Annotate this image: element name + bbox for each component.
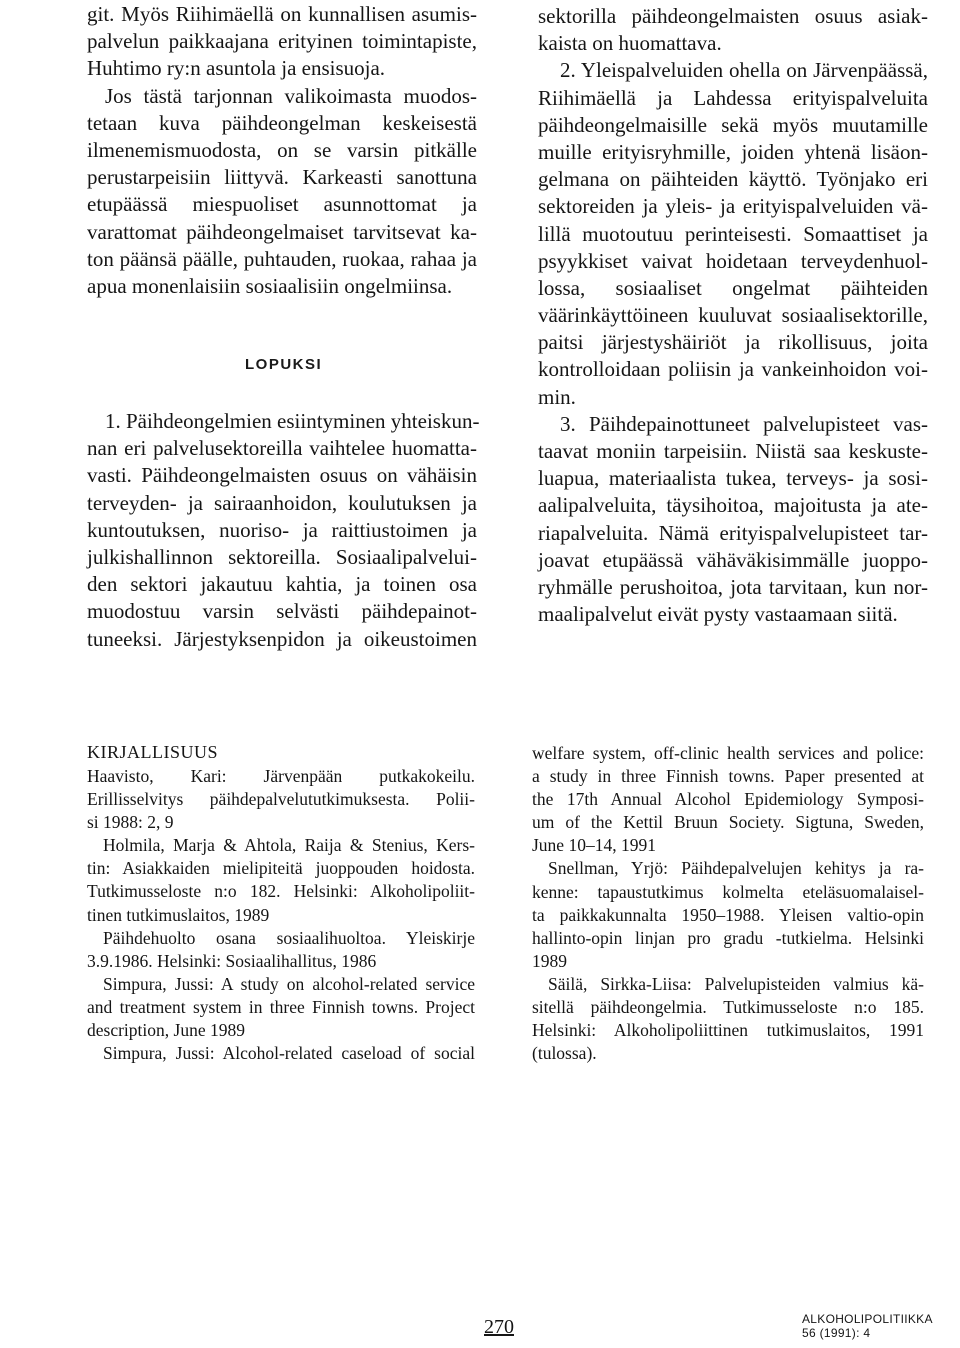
text-line: maalipalvelut eivät pysty vastaamaan siitä. xyxy=(538,602,898,627)
text-line: ton päänsä päälle, puhtauden, ruokaa, rahaa ja xyxy=(87,246,477,271)
reference-line: tin: Asiakkaiden mielipiteitä juoppouden hoidosta. xyxy=(87,858,475,879)
text-line: luapua, materiaalista tukea, terveys- ja sosi- xyxy=(538,466,928,491)
reference-line: hallinto-opin linjan pro gradu -tutkielma. Helsinki xyxy=(532,927,924,948)
references-right xyxy=(532,742,924,1065)
right-paragraph-1 xyxy=(538,3,928,57)
journal-issue: 56 (1991): 4 xyxy=(802,1326,871,1340)
reference-line: description, June 1989 xyxy=(87,1020,245,1041)
left-paragraph-1 xyxy=(87,1,477,83)
text-line: lossa, sosiaaliset ongelmat päihteiden xyxy=(538,275,928,300)
left-paragraph-2 xyxy=(87,83,477,301)
text-line: nan eri palvelusektoreilla vaihtelee huomatta- xyxy=(87,436,477,461)
reference-line: si 1988: 2, 9 xyxy=(87,812,174,833)
left-column xyxy=(87,1,477,300)
text-line: tuneeksi. Järjestyksenpidon ja oikeustoimen xyxy=(87,626,477,651)
text-line: kontrolloidaan poliisin ja vankeinhoidon voi- xyxy=(538,357,928,382)
text-line: 2. Yleispalveluiden ohella on Järvenpäässä, xyxy=(560,58,928,83)
text-line: sektorilla päihdeongelmaisten osuus asiak- xyxy=(538,4,928,28)
references-heading: KIRJALLISUUS xyxy=(87,742,219,762)
reference-line: 1989 xyxy=(532,950,567,971)
reference-line: Säilä, Sirkka-Liisa: Palvelupisteiden valmius kä- xyxy=(548,973,924,994)
text-line: riapalveluita. Nämä erityispalvelupisteet tar- xyxy=(538,520,928,545)
reference-line: Snellman, Yrjö: Päihdepalvelujen kehitys ja ra- xyxy=(548,858,924,879)
text-line: lillä muotoutuu perinteisesti. Somaattiset ja xyxy=(538,221,928,246)
text-line: perustarpeisiin liittyvä. Karkeasti sanottuna xyxy=(87,165,477,190)
text-line: gelmana on päihteiden käyttö. Työnjako eri xyxy=(538,167,928,192)
reference-line: Tutkimusseloste n:o 182. Helsinki: Alkoholipoliit- xyxy=(87,881,475,902)
text-line: julkishallinnon sektoreilla. Sosiaalipalvelui- xyxy=(87,544,477,569)
left-column-lower xyxy=(87,408,480,653)
references-left xyxy=(87,765,475,1065)
reference-line: June 10–14, 1991 xyxy=(532,835,656,856)
text-line: aalipalveluita, täysihoitoa, majoitusta ja ate- xyxy=(538,493,928,518)
text-line: väärinkäyttöineen kuuluvat sosiaalisektorille, xyxy=(538,303,928,328)
text-line: joavat etupäässä vähäväkisimmälle juoppo- xyxy=(538,547,928,572)
text-line: muille erityisryhmille, joiden yhtenä lisäon- xyxy=(538,139,928,164)
text-line: muodostuu varsin selvästi päihdepainot- xyxy=(87,599,477,624)
reference-line: Helsinki: Alkoholipoliittinen tutkimuslaitos, 1991 xyxy=(532,1020,924,1041)
reference-line: 3.9.1986. Helsinki: Sosiaalihallitus, 1986 xyxy=(87,950,377,971)
journal-citation xyxy=(802,1312,933,1340)
text-line: terveyden- ja sairaanhoidon, koulutuksen ja xyxy=(87,490,477,515)
reference-line: Erillisselvitys päihdepalvelututkimuksesta. Polii- xyxy=(87,789,475,810)
text-line: git. Myös Riihimäellä on kunnallisen asumis- xyxy=(87,2,477,26)
section-heading-lopuksi: LOPUKSI xyxy=(245,356,323,373)
text-line: Riihimäellä ja Lahdessa erityispalveluita xyxy=(538,85,928,110)
text-line: apua monenlaisiin sosiaalisiin ongelmiinsa. xyxy=(87,273,453,298)
reference-line: Simpura, Jussi: A study on alcohol-related service xyxy=(103,973,475,994)
text-line: palvelun paikkaajana erityinen toimintapiste, xyxy=(87,29,477,54)
reference-line: sitellä päihdeongelmia. Tutkimusseloste n:o 185. xyxy=(532,997,924,1018)
reference-line: and treatment system in three Finnish towns. Project xyxy=(87,996,475,1017)
page-number: 270 xyxy=(484,1316,514,1338)
right-paragraph-3 xyxy=(538,411,928,629)
reference-line: Päihdehuolto osana sosiaalihuoltoa. Yleiskirje xyxy=(103,927,475,948)
text-line: min. xyxy=(538,384,576,409)
text-line: vasti. Päihdeongelmaisten osuus on vähäisin xyxy=(87,463,477,488)
reference-line: (tulossa). xyxy=(532,1043,597,1064)
reference-line: kenne: tapaustutkimus kolmelta eteläsuomalaisel- xyxy=(532,881,924,902)
right-paragraph-2 xyxy=(538,57,928,410)
reference-line: welfare system, off-clinic health services and police: xyxy=(532,743,924,763)
left-paragraph-3 xyxy=(87,408,480,653)
text-line: Jos tästä tarjonnan valikoimasta muodos- xyxy=(105,83,477,108)
reference-line: um of the Kettil Bruun Society. Sigtuna, Sweden, xyxy=(532,812,924,833)
reference-line: a study in three Finnish towns. Paper presented at xyxy=(532,766,924,787)
text-line: den sektori jakautuu kahtia, ja toinen osa xyxy=(87,572,477,597)
text-line: kaista on huomattava. xyxy=(538,31,722,56)
text-line: varattomat päihdeongelmaiset tarvitsevat ka- xyxy=(87,219,477,244)
journal-name: ALKOHOLIPOLITIIKKA xyxy=(802,1312,933,1326)
text-line: ilmenemismuodosta, on se varsin pitkälle xyxy=(87,137,477,162)
text-line: Huhtimo ry:n asuntola ja ensisuoja. xyxy=(87,56,386,81)
reference-line: Haavisto, Kari: Järvenpään putkakokeilu. xyxy=(87,766,475,786)
text-line: paitsi järjestyshäiriöt ja rikollisuus, joita xyxy=(538,330,928,355)
reference-line: the 17th Annual Alcohol Epidemiology Symposi- xyxy=(532,789,924,810)
right-column xyxy=(538,3,928,628)
text-line: kuntoutuksen, nuoriso- ja raittiustoimen ja xyxy=(87,517,477,542)
text-line: sektoreiden ja yleis- ja erityispalveluiden vä- xyxy=(538,194,928,219)
text-line: tetaan kuva päihdeongelman keskeisestä xyxy=(87,110,477,135)
reference-line: Simpura, Jussi: Alcohol-related caseload of social xyxy=(103,1043,475,1064)
text-line: 3. Päihdepainottuneet palvelupisteet vas- xyxy=(560,411,928,436)
text-line: ryhmälle perushoitoa, jota tarvitaan, kun nor- xyxy=(538,574,928,599)
reference-line: tinen tutkimuslaitos, 1989 xyxy=(87,904,270,925)
text-line: etupäässä miespuoliset asunnottomat ja xyxy=(87,192,477,217)
text-line: psyykkiset vaivat hoidetaan terveydenhuol- xyxy=(538,248,928,273)
text-line: taavat moniin tarpeisiin. Niistä saa keskuste- xyxy=(538,439,928,463)
text-line: päihdeongelmaisille sekä myös muutamille xyxy=(538,112,928,137)
reference-line: ta paikkakunnalta 1950–1988. Yleisen valtio-opin xyxy=(532,904,924,925)
reference-line: Holmila, Marja & Ahtola, Raija & Stenius, Kers- xyxy=(103,835,475,856)
text-line: 1. Päihdeongelmien esiintyminen yhteiskun- xyxy=(105,409,480,433)
